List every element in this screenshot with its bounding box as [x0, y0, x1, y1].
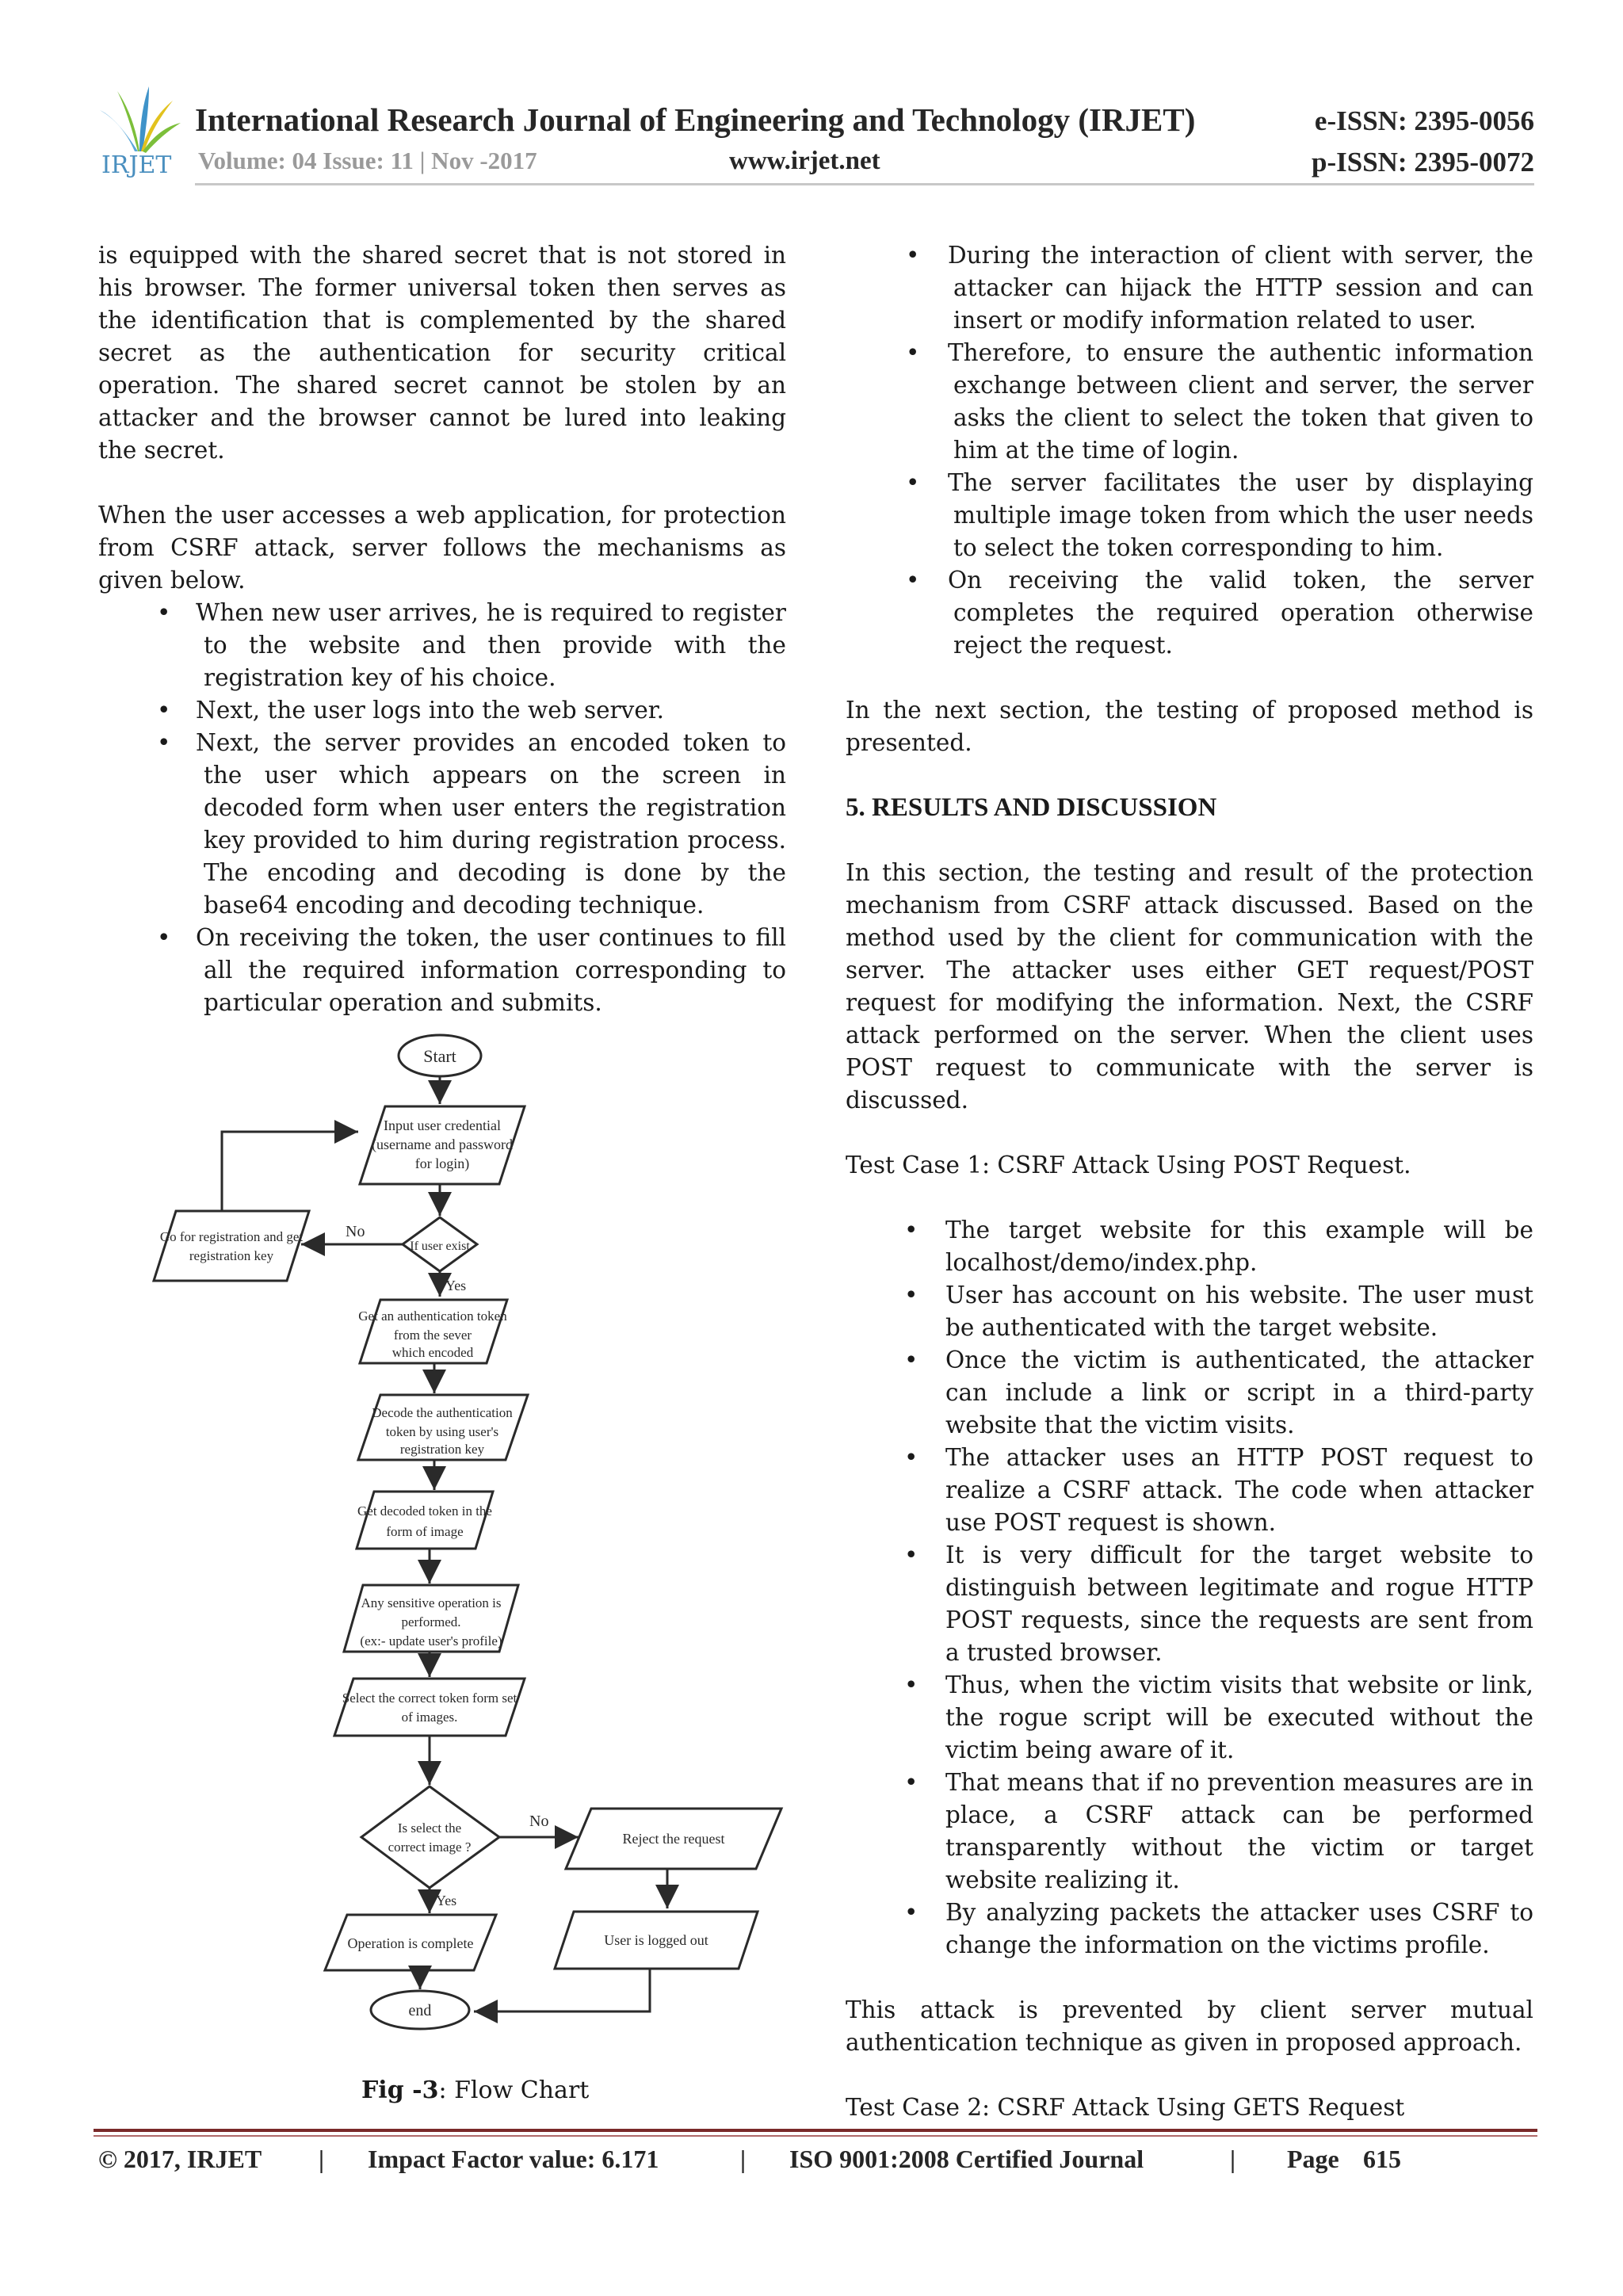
bullet-icon: •: [157, 697, 171, 724]
bullet-icon: •: [904, 1347, 918, 1373]
branch-label-yes: Yes: [436, 1893, 457, 1908]
footer-separator: |: [319, 2145, 325, 2173]
image-node: [357, 1492, 493, 1549]
bullet-icon: •: [904, 1217, 918, 1244]
node-text: Decode the authentication: [372, 1405, 513, 1420]
impact-factor: Impact Factor value: 6.171: [368, 2145, 659, 2173]
bullet-icon: •: [906, 567, 920, 594]
bullet-icon: •: [157, 729, 171, 756]
irjet-logo: [94, 83, 182, 180]
node-text: Any sensitive operation is: [361, 1595, 502, 1610]
node-text: correct image ?: [388, 1839, 472, 1855]
node-text: which encoded: [391, 1345, 474, 1360]
list-item: • The target website for this example will be localhost/demo/index.php.: [846, 1214, 1533, 1279]
list-item: • When new user arrives, he is required to register to the website and then provide with the registration key of his choice.: [98, 597, 786, 694]
node-text: Operation is complete: [347, 1935, 474, 1951]
right-column: [846, 239, 1533, 2124]
bullet-icon: •: [157, 924, 171, 951]
iso-certification: ISO 9001:2008 Certified Journal: [789, 2145, 1144, 2173]
bullet-icon: •: [904, 1541, 918, 1568]
paragraph: is equipped with the shared secret that is not stored in his browser. The former universal token then serves as the identification that is complemented by the shared secret as the authentication for security critical operation. The shared secret cannot be stolen by an attacker and the browser cannot be lured into leaking the secret.: [98, 242, 786, 464]
logo-text: IRJET: [101, 151, 172, 179]
node-text: registration key: [189, 1248, 274, 1263]
bullet-icon: •: [904, 1899, 918, 1926]
flow-chart-figure: [151, 1029, 800, 2063]
node-text: Get an authentication token: [358, 1308, 507, 1324]
list-item: • Therefore, to ensure the authentic information exchange between client and server, the server asks the client to select the token that given to him at the time of login.: [846, 337, 1533, 467]
bullet-icon: •: [904, 1282, 918, 1308]
list-item: • During the interaction of client with server, the attacker can hijack the HTTP session and can insert or modify information related to user.: [846, 239, 1533, 337]
bullet-icon: •: [906, 339, 920, 366]
list-item: • On receiving the valid token, the server completes the required operation otherwise reject the request.: [846, 564, 1533, 662]
list-item: • Once the victim is authenticated, the attacker can include a link or script in a third-party website that the victim visits.: [846, 1344, 1533, 1442]
bullet-list: [846, 239, 1533, 662]
volume-issue: Volume: 04 Issue: 11 | Nov -2017: [198, 147, 537, 174]
node-text: Start: [423, 1046, 456, 1066]
p-issn: p-ISSN: 2395-0072: [1311, 147, 1534, 178]
node-text: (username and password: [372, 1137, 513, 1152]
node-text: If user exist: [410, 1240, 470, 1253]
figure-caption: [361, 2076, 589, 2104]
e-issn: e-ISSN: 2395-0056: [1314, 105, 1534, 136]
leaf-icon: [94, 83, 182, 155]
node-text: Is select the: [397, 1820, 462, 1836]
branch-label-no: No: [529, 1813, 549, 1830]
section-heading: 5. RESULTS AND DISCUSSION: [846, 793, 1217, 822]
bullet-icon: •: [904, 1671, 918, 1698]
header-rule: [195, 183, 1534, 185]
list-item: • User has account on his website. The user must be authenticated with the target website.: [846, 1279, 1533, 1344]
bullet-icon: •: [904, 1769, 918, 1796]
page-label: Page: [1287, 2145, 1339, 2173]
page-header: [94, 83, 1542, 190]
bullet-icon: •: [157, 599, 171, 626]
page-footer: [98, 2145, 1525, 2183]
node-text: form of image: [386, 1524, 464, 1539]
bullet-list: [846, 1214, 1533, 1962]
node-text: Reject the request: [622, 1831, 725, 1847]
node-text: performed.: [401, 1614, 461, 1629]
test-case-heading: Test Case 1: CSRF Attack Using POST Request.: [846, 1152, 1411, 1179]
node-text: token by using user's: [385, 1424, 499, 1439]
left-column: [98, 239, 786, 1019]
bullet-icon: •: [906, 469, 920, 496]
list-item: • That means that if no prevention measures are in place, a CSRF attack can be performed transparently without the victim or target website realizing it.: [846, 1767, 1533, 1897]
paragraph: When the user accesses a web application, for protection from CSRF attack, server follows the mechanisms as given below.: [98, 502, 786, 594]
node-text: Input user credential: [384, 1117, 501, 1133]
node-text: from the sever: [393, 1328, 472, 1343]
node-text: of images.: [401, 1710, 458, 1725]
paragraph: In the next section, the testing of proposed method is presented.: [846, 697, 1533, 756]
branch-label-no: No: [346, 1223, 365, 1240]
footer-separator: |: [1230, 2145, 1236, 2173]
journal-title: International Research Journal of Engineering and Technology (IRJET): [195, 101, 1196, 138]
list-item: • By analyzing packets the attacker uses CSRF to change the information on the victims profile.: [846, 1897, 1533, 1962]
paragraph: This attack is prevented by client server mutual authentication technique as given in proposed approach.: [846, 1996, 1533, 2056]
test-case-heading: Test Case 2: CSRF Attack Using GETS Request: [846, 2094, 1405, 2121]
node-text: for login): [414, 1156, 470, 1171]
node-text: (ex:- update user's profile): [360, 1633, 502, 1648]
node-text: Go for registration and get: [159, 1229, 304, 1244]
node-text: Get decoded token in the: [357, 1503, 492, 1519]
node-text: end: [408, 2002, 432, 2019]
registration-node: [154, 1211, 309, 1281]
decision-correct-image: [361, 1786, 499, 1888]
copyright: © 2017, IRJET: [98, 2145, 262, 2173]
node-text: Select the correct token form set: [342, 1690, 517, 1706]
caption-label: Fig -3: [361, 2076, 439, 2104]
footer-rule-thin: [94, 2135, 1537, 2137]
footer-rule: [94, 2129, 1537, 2132]
select-token-node: [334, 1679, 525, 1736]
footer-separator: |: [740, 2145, 747, 2173]
branch-label-yes: Yes: [445, 1278, 467, 1293]
list-item: • It is very difficult for the target website to distinguish between legitimate and rogue HTTP POST requests, since the requests are sent from a trusted browser.: [846, 1539, 1533, 1669]
bullet-list: [98, 597, 786, 1019]
node-text: registration key: [399, 1442, 485, 1457]
paragraph: In this section, the testing and result of the protection mechanism from CSRF attack discussed. Based on the method used by the client for communication with the server. The attacker uses either GET request/POST request for modifying the information. Next, the CSRF attack performed on the server. When the client uses POST request to communicate with the server is discussed.: [846, 859, 1533, 1114]
list-item: • On receiving the token, the user continues to fill all the required information corresponding to particular operation and submits.: [98, 922, 786, 1019]
list-item: • Next, the user logs into the web server.: [98, 694, 786, 727]
caption-text: : Flow Chart: [438, 2076, 590, 2104]
page-number: 615: [1363, 2145, 1401, 2173]
list-item: • The attacker uses an HTTP POST request to realize a CSRF attack. The code when attacker use POST request is shown.: [846, 1442, 1533, 1539]
list-item: • Thus, when the victim visits that website or link, the rogue script will be executed without the victim being aware of it.: [846, 1669, 1533, 1767]
bullet-icon: •: [906, 242, 920, 269]
list-item: • Next, the server provides an encoded token to the user which appears on the screen in decoded form when user enters the registration key provided to him during registration process. The encoding and decoding is done by the base64 encoding and decoding technique.: [98, 727, 786, 922]
bullet-icon: •: [904, 1444, 918, 1471]
flow-chart: [151, 1029, 800, 2063]
website-link[interactable]: www.irjet.net: [729, 147, 880, 175]
list-item: • The server facilitates the user by displaying multiple image token from which the user needs to select the token corresponding to him.: [846, 467, 1533, 564]
node-text: User is logged out: [604, 1932, 708, 1948]
